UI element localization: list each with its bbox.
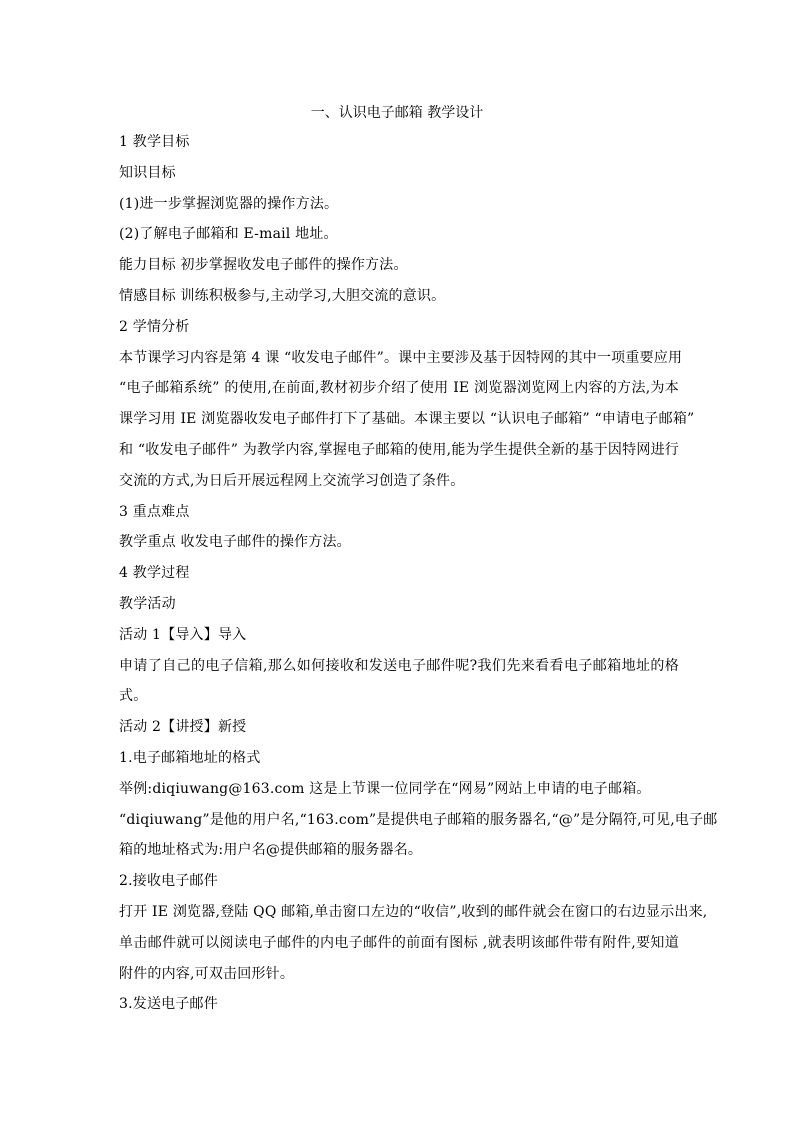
text-line: 活动 2【讲授】新授 xyxy=(119,719,247,736)
text-line: 单击邮件就可以阅读电子邮件的内电子邮件的前面有图标 ,就表明该邮件带有附件,要知道 xyxy=(119,934,679,951)
text-line: 1 教学目标 xyxy=(119,134,190,150)
text-line: 申请了自己的电子信箱,那么如何接收和发送电子邮件呢?我们先来看看电子邮箱地址的格 xyxy=(119,657,679,674)
text-line: 3 重点难点 xyxy=(119,503,190,520)
document-body xyxy=(119,130,718,1023)
text-line: 活动 1【导入】导入 xyxy=(119,626,247,643)
text-line: 课学习用 IE 浏览器收发电子邮件打下了基础。本课主要以 “认识电子邮箱” “申请电子邮箱” xyxy=(119,411,695,428)
text-line: 3.发送电子邮件 xyxy=(119,996,218,1013)
text-line: 打开 IE 浏览器,登陆 QQ 邮箱,单击窗口左边的“收信”,收到的邮件就会在窗口的右边显示出来, xyxy=(119,903,708,920)
text-line: “diqiuwang”是他的用户名,“163.com”是提供电子邮箱的服务器名,“@”是分隔符,可见,电子邮 xyxy=(119,811,718,828)
text-line: (2)了解电子邮箱和 E-mail 地址。 xyxy=(119,226,338,243)
text-line: 本节课学习内容是第 4 课 “收发电子邮件”。课中主要涉及基于因特网的其中一项重要应用 xyxy=(119,349,683,366)
text-line: 2 学情分析 xyxy=(119,318,190,335)
text-line: 1.电子邮箱地址的格式 xyxy=(119,749,261,766)
text-line: 附件的内容,可双击回形针。 xyxy=(119,965,295,982)
text-line: 能力目标 初步掌握收发电子邮件的操作方法。 xyxy=(119,257,408,274)
text-line: 式。 xyxy=(119,688,148,705)
text-line: 知识目标 xyxy=(119,164,176,181)
text-line: 箱的地址格式为:用户名@提供邮箱的服务器名。 xyxy=(119,842,423,859)
text-line: “电子邮箱系统” 的使用,在前面,教材初步介绍了使用 IE 浏览器浏览网上内容的方法,为本 xyxy=(119,380,679,397)
text-line: 情感目标 训练积极参与,主动学习,大胆交流的意识。 xyxy=(119,287,446,304)
text-line: 教学重点 收发电子邮件的操作方法。 xyxy=(119,534,351,551)
text-line: 和 “收发电子邮件” 为教学内容,掌握电子邮箱的使用,能为学生提供全新的基于因特网进行 xyxy=(119,441,679,458)
document-title: 一、认识电子邮箱 教学设计 xyxy=(310,105,484,121)
text-line: 举例:diqiuwang@163.com 这是上节课一位同学在“网易”网站上申请的电子邮箱。 xyxy=(119,780,651,797)
text-line: 教学活动 xyxy=(119,595,176,612)
text-line: 4 教学过程 xyxy=(119,565,190,582)
text-line: 2.接收电子邮件 xyxy=(119,873,218,890)
text-line: 交流的方式,为日后开展远程网上交流学习创造了条件。 xyxy=(119,472,465,489)
text-line: (1)进一步掌握浏览器的操作方法。 xyxy=(119,195,339,212)
